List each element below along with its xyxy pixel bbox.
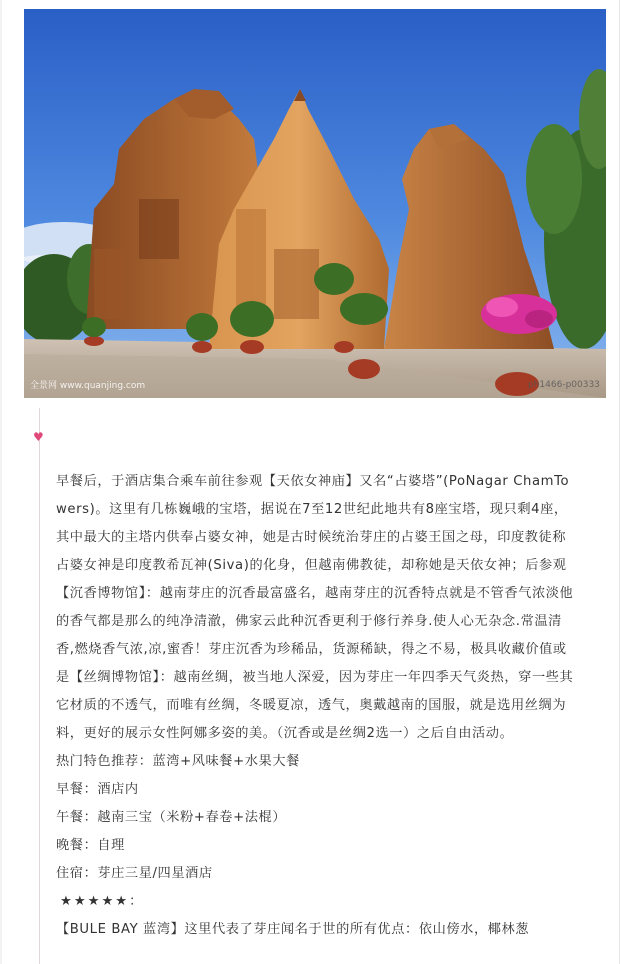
dinner-line: 晚餐：自理 <box>56 838 125 853</box>
recommend-line: 热门特色推荐：蓝湾+风味餐+水果大餐 <box>56 754 300 769</box>
page-right-edge <box>619 0 620 964</box>
itinerary-paragraph: 早餐后，于酒店集合乘车前往参观【天依女神庙】又名“占婆塔”(PoNagar ChamTowers)。这里有几栋巍峨的宝塔，据说在7至12世纪此地共有8座宝塔，现只剩4座，其中最大的主塔内供奉占婆女神，她是古时候统治芽庄的占婆王国之母，印度教徒称占婆女神是印度教希瓦神(Siva)的化身，但越南佛教徒，却称她是天依女神；后参观【沉香博物馆】：越南芽庄的沉香最富盛名，越南芽庄的沉香特点就是不管香气浓淡他的香气都是那么的纯净清澈，佛家云此种沉香更利于修行养身.使人心无杂念.常温清香,燃烧香气浓,凉,蜜香！芽庄沉香为珍稀品，货源稀缺，得之不易，极具收藏价值或是【丝绸博物馆】：越南丝绸，被当地人深爱，因为芽庄一年四季天气炎热，穿一些其它材质的不透气，而唯有丝绸，冬暖夏凉，透气，奥戴越南的国服，就是选用丝绸为料，更好的展示女性阿娜多姿的美。（沉香或是丝绸2选一）之后自由活动。 <box>56 474 574 741</box>
heart-icon: ♥ <box>33 430 44 444</box>
hotel-line: 住宿：芽庄三星/四星酒店 <box>56 866 213 881</box>
photo-watermark-source: 全景网 www.quanjing.com <box>30 381 146 391</box>
page-left-edge <box>0 0 2 964</box>
lunch-line: 午餐：越南三宝（米粉+春卷+法棍） <box>56 810 287 825</box>
temple-photo <box>24 9 606 398</box>
blue-bay-intro: 【BULE BAY 蓝湾】这里代表了芽庄闻名于世的所有优点：依山傍水，椰林葱 <box>56 922 530 937</box>
star-rating: ★★★★★： <box>60 894 145 909</box>
breakfast-line: 早餐：酒店内 <box>56 782 139 797</box>
article-body <box>56 468 576 944</box>
photo-watermark-id: ph1466-p00333 <box>528 380 600 390</box>
vertical-divider <box>39 408 40 964</box>
